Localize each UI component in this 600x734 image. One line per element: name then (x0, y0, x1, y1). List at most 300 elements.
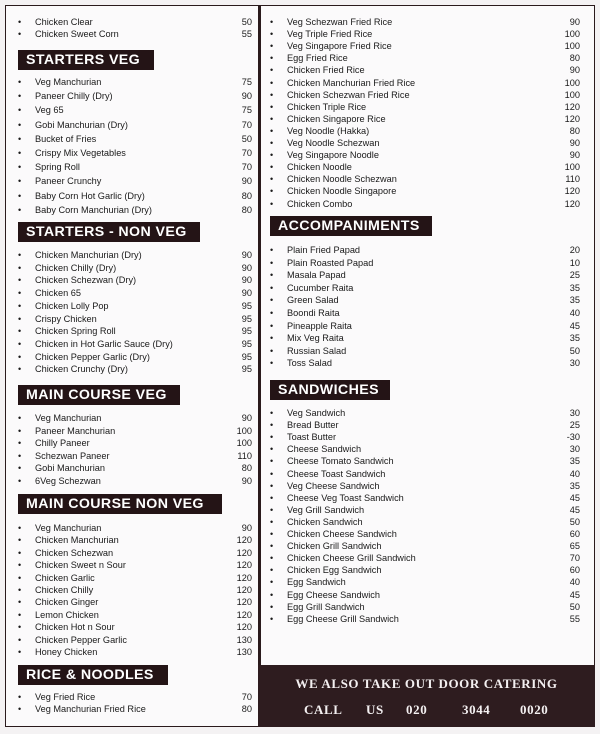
menu-item (18, 262, 252, 274)
menu-item (270, 149, 580, 161)
menu-item (270, 540, 580, 552)
item-name: Chicken Grill Sandwich (287, 541, 382, 552)
bullet-icon: • (270, 270, 274, 281)
menu-item (18, 363, 252, 375)
bullet-icon: • (18, 119, 22, 130)
menu-item (270, 282, 580, 294)
bullet-icon: • (270, 162, 274, 173)
bullet-icon: • (270, 541, 274, 552)
item-price: 50 (569, 601, 580, 612)
item-name: Chilly Paneer (35, 438, 90, 448)
bullet-icon: • (18, 176, 22, 187)
menu-item (18, 16, 252, 28)
item-price: 110 (565, 174, 580, 185)
menu-item (18, 425, 252, 437)
phone-part-1: 020 (406, 702, 428, 717)
item-price: 50 (569, 516, 580, 527)
bullet-icon: • (18, 547, 22, 558)
bullet-icon: • (18, 326, 22, 337)
bullet-icon: • (270, 516, 274, 527)
menu-item (18, 691, 252, 703)
item-name: Veg Noodle (Hakka) (287, 125, 370, 136)
bullet-icon: • (18, 91, 22, 102)
item-price: 90 (241, 250, 252, 260)
item-name: Chicken Pepper Garlic (35, 634, 127, 645)
item-name: Veg Noodle Schezwan (287, 138, 380, 148)
menu-item (270, 40, 580, 52)
menu-item (270, 492, 580, 504)
menu-item (18, 325, 252, 337)
menu-item (270, 307, 580, 319)
phone-part-2: 3044 (462, 702, 491, 717)
bullet-icon: • (18, 572, 22, 583)
menu-item (270, 516, 580, 528)
item-price: 95 (241, 326, 252, 337)
item-price: 45 (569, 492, 580, 503)
item-name: Toss Salad (287, 358, 332, 369)
menu-item (18, 412, 252, 424)
menu-item (270, 564, 580, 576)
item-price: 55 (569, 613, 580, 624)
menu-item (18, 90, 252, 102)
menu-item (270, 28, 580, 40)
bullet-icon: • (18, 148, 22, 158)
item-price: 45 (569, 320, 580, 331)
bullet-icon: • (18, 250, 22, 260)
bullet-icon: • (18, 475, 22, 486)
item-name: Chicken Manchurian Fried Rice (287, 77, 416, 88)
menu-item (18, 646, 252, 658)
menu-item (18, 703, 252, 715)
column-divider (258, 5, 261, 727)
item-name: Egg Sandwich (287, 577, 346, 588)
item-name: Chicken Schezwan (35, 547, 114, 558)
bullet-icon: • (270, 444, 274, 455)
item-name: Plain Fried Papad (287, 245, 361, 255)
item-name: Chicken Clear (35, 17, 93, 27)
menu-item (270, 269, 580, 281)
menu-item (18, 522, 252, 534)
item-name: Chicken Sweet n Sour (35, 560, 126, 571)
item-price: 120 (564, 101, 580, 112)
menu-item (270, 257, 580, 269)
bullet-icon: • (270, 77, 274, 88)
item-name: Chicken Noodle Singapore (287, 186, 397, 197)
bullet-icon: • (18, 463, 22, 473)
item-name: Mix Veg Raita (287, 333, 344, 344)
heading-accompaniments: ACCOMPANIMENTS (270, 216, 432, 236)
item-price: -30 (566, 432, 580, 443)
item-price: 60 (569, 565, 580, 576)
bullet-icon: • (18, 438, 22, 448)
menu-item (18, 609, 252, 621)
item-price: 120 (236, 585, 252, 595)
bullet-icon: • (18, 190, 22, 201)
bullet-icon: • (270, 125, 274, 136)
item-name: Cheese Tomato Sandwich (287, 456, 394, 467)
item-price: 20 (569, 245, 580, 255)
item-price: 75 (241, 105, 252, 116)
item-name: Egg Grill Sandwich (287, 601, 365, 612)
item-price: 100 (236, 425, 252, 436)
menu-item (18, 104, 252, 116)
item-name: Chicken Cheese Sandwich (287, 529, 397, 539)
bullet-icon: • (270, 138, 274, 148)
menu-item (270, 332, 580, 344)
item-name: Veg Manchurian (35, 413, 102, 423)
menu-item (270, 161, 580, 173)
menu-item (18, 133, 252, 145)
bullet-icon: • (18, 692, 22, 702)
bullet-icon: • (18, 364, 22, 375)
menu-item (270, 125, 580, 137)
item-price: 50 (241, 133, 252, 144)
menu-item (18, 175, 252, 187)
heading-main-course-veg: MAIN COURSE VEG (18, 385, 180, 405)
menu-item (18, 450, 252, 462)
heading-main-course-non-veg: MAIN COURSE NON VEG (18, 494, 222, 514)
bullet-icon: • (18, 634, 22, 645)
item-name: Veg Singapore Fried Rice (287, 41, 392, 52)
menu-item (270, 552, 580, 564)
item-price: 70 (569, 553, 580, 564)
item-price: 130 (236, 647, 252, 657)
item-name: Plain Roasted Papad (287, 257, 374, 268)
item-price: 80 (241, 704, 252, 714)
menu-item (270, 419, 580, 431)
menu-item (270, 244, 580, 256)
item-name: Masala Papad (287, 270, 346, 281)
bullet-icon: • (18, 535, 22, 546)
menu-item (270, 431, 580, 443)
item-name: Paneer Manchurian (35, 425, 116, 436)
item-price: 120 (236, 597, 252, 608)
menu-item (18, 287, 252, 299)
item-name: Chicken Triple Rice (287, 101, 367, 112)
item-name: Paneer Chilly (Dry) (35, 91, 113, 102)
item-name: Chicken Ginger (35, 597, 99, 608)
item-name: Cheese Toast Sandwich (287, 468, 386, 479)
bullet-icon: • (270, 174, 274, 185)
item-name: Chicken Egg Sandwich (287, 565, 382, 576)
item-price: 35 (569, 333, 580, 344)
item-price: 90 (241, 176, 252, 187)
menu-item (18, 190, 252, 202)
item-name: Lemon Chicken (35, 609, 99, 620)
item-name: 6Veg Schezwan (35, 475, 101, 486)
item-name: Chicken Cheese Grill Sandwich (287, 553, 416, 564)
bullet-icon: • (270, 577, 274, 588)
bullet-icon: • (18, 704, 22, 714)
bullet-icon: • (270, 53, 274, 64)
menu-item (270, 407, 580, 419)
bullet-icon: • (270, 601, 274, 612)
item-price: 100 (564, 77, 580, 88)
menu-item (270, 345, 580, 357)
menu-item (18, 559, 252, 571)
bullet-icon: • (18, 413, 22, 423)
menu-item (18, 249, 252, 261)
bullet-icon: • (18, 162, 22, 173)
menu-item (270, 480, 580, 492)
bullet-icon: • (270, 186, 274, 197)
bullet-icon: • (18, 585, 22, 595)
menu-item (270, 16, 580, 28)
menu-item (270, 113, 580, 125)
item-price: 35 (569, 282, 580, 293)
bullet-icon: • (270, 295, 274, 306)
menu-item (18, 584, 252, 596)
catering-banner (258, 665, 595, 727)
menu-item (18, 28, 252, 40)
menu-item (18, 351, 252, 363)
bullet-icon: • (270, 320, 274, 331)
menu-item (270, 357, 580, 369)
item-price: 80 (241, 204, 252, 215)
item-price: 35 (569, 480, 580, 491)
item-name: Chicken Spring Roll (35, 326, 116, 337)
item-name: Chicken in Hot Garlic Sauce (Dry) (35, 338, 173, 349)
menu-item (18, 204, 252, 216)
bullet-icon: • (270, 456, 274, 467)
bullet-icon: • (270, 245, 274, 255)
menu-item (270, 601, 580, 613)
heading-rice-noodles: RICE & NOODLES (18, 665, 168, 685)
menu-item (270, 185, 580, 197)
bullet-icon: • (18, 351, 22, 362)
item-name: Boondi Raita (287, 308, 340, 318)
item-price: 70 (241, 119, 252, 130)
item-name: Cheese Sandwich (287, 444, 362, 455)
bullet-icon: • (270, 589, 274, 600)
bullet-icon: • (270, 504, 274, 515)
menu-item (270, 52, 580, 64)
item-name: Veg Manchurian Fried Rice (35, 704, 146, 714)
item-price: 10 (569, 257, 580, 268)
item-name: Bread Butter (287, 420, 339, 431)
item-name: Chicken Noodle (287, 162, 352, 173)
menu-item (18, 161, 252, 173)
bullet-icon: • (270, 565, 274, 576)
item-name: Egg Fried Rice (287, 53, 348, 64)
item-price: 90 (569, 17, 580, 27)
item-price: 80 (241, 190, 252, 201)
bullet-icon: • (270, 553, 274, 564)
menu-item (18, 621, 252, 633)
item-name: Chicken Schezwan Fried Rice (287, 89, 410, 100)
item-price: 35 (569, 295, 580, 306)
bullet-icon: • (270, 113, 274, 124)
item-name: Chicken Crunchy (Dry) (35, 364, 128, 375)
bullet-icon: • (270, 150, 274, 161)
bullet-icon: • (18, 29, 22, 39)
bullet-icon: • (18, 450, 22, 461)
item-name: Russian Salad (287, 345, 347, 356)
item-name: Pineapple Raita (287, 320, 352, 331)
item-name: Veg Grill Sandwich (287, 504, 365, 515)
phone-part-3: 0020 (520, 702, 549, 717)
item-price: 25 (569, 270, 580, 281)
item-price: 50 (241, 17, 252, 27)
menu-item (18, 475, 252, 487)
item-name: Egg Cheese Sandwich (287, 589, 380, 600)
bullet-icon: • (18, 275, 22, 286)
bullet-icon: • (18, 622, 22, 633)
item-name: Chicken 65 (35, 288, 81, 299)
bullet-icon: • (18, 77, 22, 87)
item-name: Chicken Manchurian (35, 535, 119, 546)
menu-item (270, 89, 580, 101)
bullet-icon: • (270, 468, 274, 479)
item-price: 100 (564, 29, 580, 40)
menu-item (270, 101, 580, 113)
item-price: 95 (241, 300, 252, 311)
item-price: 90 (241, 413, 252, 423)
item-price: 25 (569, 420, 580, 431)
phone-line (304, 702, 548, 718)
item-name: Spring Roll (35, 162, 80, 173)
item-price: 75 (241, 77, 252, 87)
item-name: Paneer Crunchy (35, 176, 102, 187)
bullet-icon: • (270, 529, 274, 539)
item-name: Veg Schezwan Fried Rice (287, 17, 393, 27)
item-price: 90 (241, 288, 252, 299)
bullet-icon: • (270, 420, 274, 431)
item-price: 90 (569, 138, 580, 148)
item-price: 70 (241, 162, 252, 173)
menu-item (18, 76, 252, 88)
bullet-icon: • (270, 308, 274, 318)
menu-item (18, 547, 252, 559)
item-name: Cucumber Raita (287, 282, 354, 293)
item-name: Gobi Manchurian (Dry) (35, 119, 128, 130)
menu-item (270, 320, 580, 332)
item-name: Honey Chicken (35, 647, 98, 657)
bullet-icon: • (18, 313, 22, 324)
menu-item (18, 338, 252, 350)
item-name: Veg Manchurian (35, 523, 102, 533)
menu-item (270, 64, 580, 76)
item-price: 90 (241, 262, 252, 273)
bullet-icon: • (270, 432, 274, 443)
item-name: Veg Cheese Sandwich (287, 480, 380, 491)
item-name: Baby Corn Hot Garlic (Dry) (35, 190, 145, 201)
item-name: Veg Singapore Noodle (287, 150, 379, 161)
bullet-icon: • (270, 89, 274, 100)
menu-item (18, 534, 252, 546)
bullet-icon: • (270, 613, 274, 624)
item-price: 70 (241, 148, 252, 158)
item-name: Veg 65 (35, 105, 64, 116)
item-name: Cheese Veg Toast Sandwich (287, 492, 404, 503)
item-name: Chicken Sweet Corn (35, 29, 119, 39)
menu-item (18, 300, 252, 312)
item-name: Chicken Combo (287, 198, 353, 209)
menu-item (270, 198, 580, 210)
item-price: 60 (569, 529, 580, 539)
item-name: Veg Sandwich (287, 408, 346, 418)
bullet-icon: • (270, 492, 274, 503)
item-name: Green Salad (287, 295, 339, 306)
bullet-icon: • (270, 29, 274, 40)
menu-item (270, 468, 580, 480)
bullet-icon: • (18, 338, 22, 349)
item-price: 120 (236, 535, 252, 546)
item-price: 80 (569, 53, 580, 64)
item-name: Chicken Singapore Rice (287, 113, 386, 124)
bullet-icon: • (18, 560, 22, 571)
item-price: 120 (564, 113, 580, 124)
bullet-icon: • (270, 198, 274, 209)
item-price: 50 (569, 345, 580, 356)
menu-item (18, 313, 252, 325)
item-name: Chicken Chilly (Dry) (35, 262, 117, 273)
item-price: 30 (569, 358, 580, 369)
item-price: 90 (241, 275, 252, 286)
bullet-icon: • (18, 523, 22, 533)
bullet-icon: • (18, 17, 22, 27)
item-price: 95 (241, 364, 252, 375)
item-price: 100 (564, 162, 580, 173)
item-price: 120 (236, 622, 252, 633)
us-label: US (366, 702, 384, 717)
bullet-icon: • (270, 345, 274, 356)
item-name: Gobi Manchurian (35, 463, 105, 473)
bullet-icon: • (270, 333, 274, 344)
item-name: Toast Butter (287, 432, 337, 443)
heading-starters-non-veg: STARTERS - NON VEG (18, 222, 200, 242)
bullet-icon: • (18, 288, 22, 299)
item-name: Baby Corn Manchurian (Dry) (35, 204, 152, 215)
item-price: 35 (569, 456, 580, 467)
item-price: 40 (569, 308, 580, 318)
item-price: 120 (564, 198, 580, 209)
item-price: 65 (569, 541, 580, 552)
item-price: 100 (564, 41, 580, 52)
item-price: 30 (569, 444, 580, 455)
bullet-icon: • (18, 204, 22, 215)
menu-item (270, 589, 580, 601)
item-price: 120 (236, 547, 252, 558)
item-name: Chicken Schezwan (Dry) (35, 275, 137, 286)
item-name: Veg Fried Rice (35, 692, 96, 702)
menu-item (18, 437, 252, 449)
bullet-icon: • (18, 425, 22, 436)
bullet-icon: • (18, 609, 22, 620)
menu-item (18, 119, 252, 131)
item-name: Schezwan Paneer (35, 450, 110, 461)
menu-item (270, 613, 580, 625)
item-name: Crispy Mix Vegetables (35, 148, 126, 158)
item-price: 55 (241, 29, 252, 39)
item-price: 90 (569, 150, 580, 161)
bullet-icon: • (18, 262, 22, 273)
item-name: Bucket of Fries (35, 133, 97, 144)
item-price: 70 (241, 692, 252, 702)
bullet-icon: • (18, 133, 22, 144)
menu-item (270, 137, 580, 149)
item-price: 95 (241, 338, 252, 349)
bullet-icon: • (270, 257, 274, 268)
item-price: 120 (236, 609, 252, 620)
item-price: 120 (236, 560, 252, 571)
bullet-icon: • (270, 41, 274, 52)
item-price: 40 (569, 468, 580, 479)
item-name: Chicken Fried Rice (287, 65, 365, 76)
item-name: Chicken Chilly (35, 585, 94, 595)
bullet-icon: • (18, 105, 22, 116)
call-label: CALL (304, 702, 343, 717)
